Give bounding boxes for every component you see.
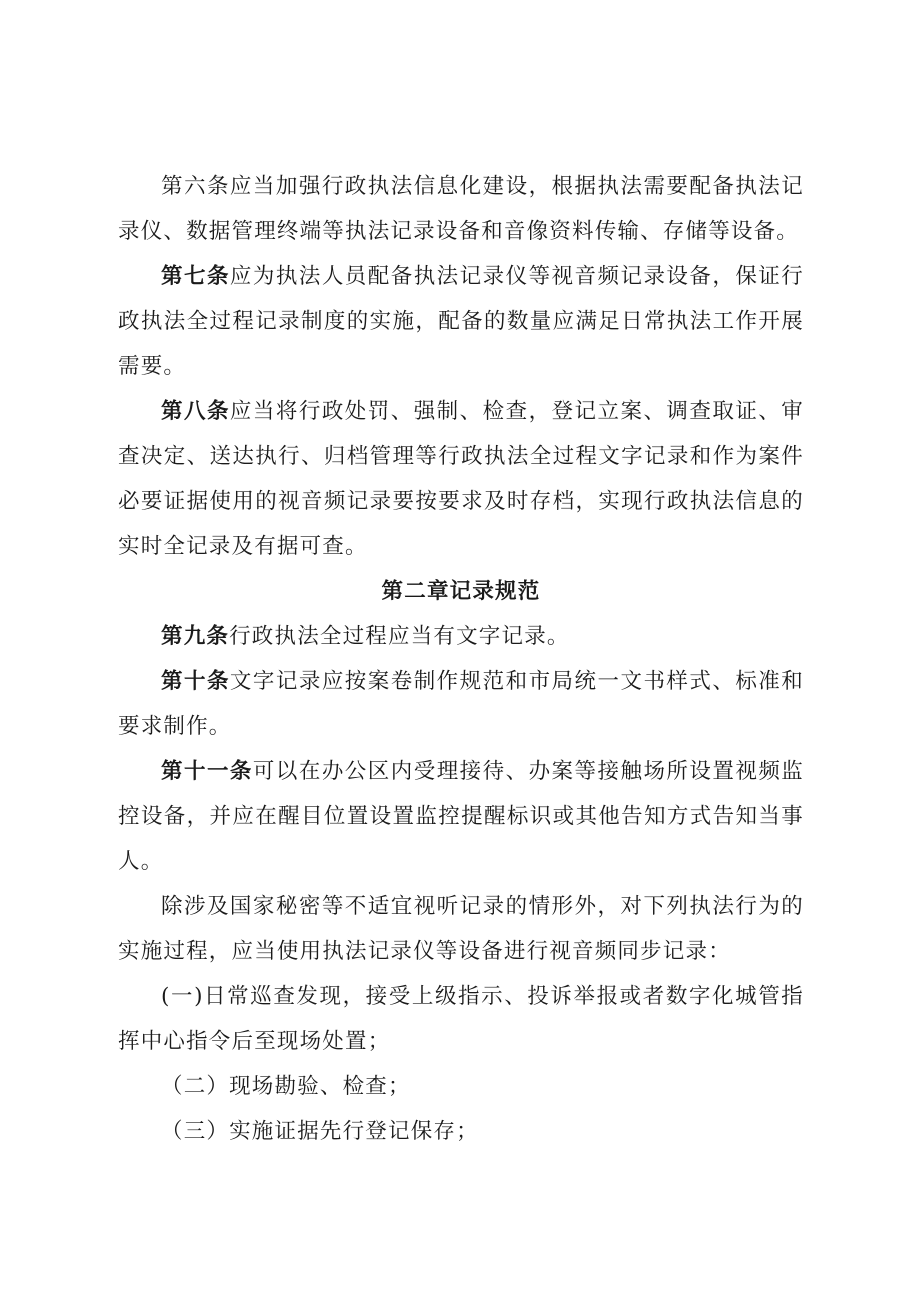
list-item-2 (118, 1064, 804, 1109)
article-number: 第九条 (161, 624, 230, 649)
article-11-clause (118, 884, 804, 974)
list-item-1 (118, 974, 804, 1064)
article-8 (118, 389, 804, 569)
article-11 (118, 749, 804, 884)
list-item-text: （三）实施证据先行登记保存； (161, 1119, 479, 1144)
article-number: 第七条 (161, 264, 230, 289)
chapter-heading: 第二章记录规范 (381, 579, 541, 604)
paragraph-text: 除涉及国家秘密等不适宜视听记录的情形外，对下列执法行为的实施过程，应当使用执法记录仪等设备进行视音频同步记录： (118, 894, 804, 964)
document-page (118, 164, 804, 1154)
list-item-text: (一)日常巡查发现，接受上级指示、投诉举报或者数字化城管指挥中心指令后至现场处置； (118, 984, 804, 1054)
article-number: 第十条 (161, 669, 230, 694)
article-number: 第八条 (161, 399, 230, 424)
article-9 (118, 614, 804, 659)
article-text: 应为执法人员配备执法记录仪等视音频记录设备，保证行政执法全过程记录制度的实施，配备的数量应满足日常执法工作开展需要。 (118, 264, 804, 379)
article-number: 第六条 (161, 174, 230, 199)
article-text: 可以在办公区内受理接待、办案等接触场所设置视频监控设备，并应在醒目位置设置监控提醒标识或其他告知方式告知当事人。 (118, 759, 804, 874)
article-text: 应当将行政处罚、强制、检查，登记立案、调查取证、审查决定、送达执行、归档管理等行政执法全过程文字记录和作为案件必要证据使用的视音频记录要按要求及时存档，实现行政执法信息的实时全记录及有据可查。 (118, 399, 804, 559)
article-7 (118, 254, 804, 389)
article-text: 行政执法全过程应当有文字记录。 (229, 624, 570, 649)
article-number: 第十一条 (161, 759, 253, 784)
article-text: 文字记录应按案卷制作规范和市局统一文书样式、标准和要求制作。 (118, 669, 804, 739)
article-10 (118, 659, 804, 749)
list-item-3 (118, 1109, 804, 1154)
article-6 (118, 164, 804, 254)
article-text: 应当加强行政执法信息化建设，根据执法需要配备执法记录仪、数据管理终端等执法记录设备和音像资料传输、存储等设备。 (118, 174, 804, 244)
list-item-text: （二）现场勘验、检查； (161, 1074, 411, 1099)
